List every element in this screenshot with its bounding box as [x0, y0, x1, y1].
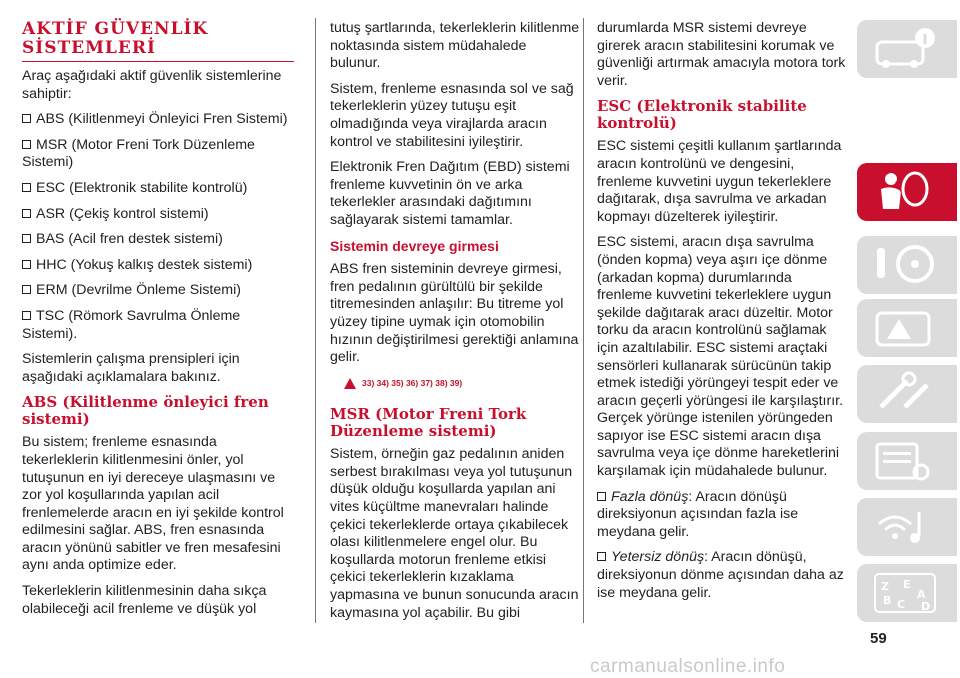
paragraph: tutuş şartlarında, tekerleklerin kilitlenme noktasında sistem müdahalede bulunur. [330, 20, 580, 72]
svg-text:A: A [917, 588, 926, 601]
index-icon [871, 570, 941, 616]
svg-text:C: C [897, 598, 906, 611]
starting-driving-icon [871, 242, 941, 288]
tab-index[interactable] [857, 564, 957, 622]
abs-paragraph: Bu sistem; frenleme esnasında tekerleklerin kilitlenmesini önler, yol tutuşunun en iyi dereceye ulaşmasını ve zor yol koşullarında yapılan acil frenlemelerde aracın en iyi şekilde kontrol edilmesini sağlar. ABS, fren esnasında aracın yönünü sabitler ve fren mesafesini aynı anda optimize eder. [22, 434, 284, 574]
list-item: Yetersiz dönüş: Aracın dönüşü, direksiyonun dönme açısından daha az ise meydana gelir. [597, 549, 844, 601]
list-item: ERM (Devrilme Önleme Sistemi) [22, 282, 294, 300]
checkbox-bullet-icon [22, 183, 31, 192]
paragraph: ABS fren sisteminin devreye girmesi, fren pedalının gürültülü bir şekilde titremesinden anlaşılır: Bu titreme yol yüzey tipine uymak için otomobilin hızının değiştirilmesi gerektiği anlamına gelir. [330, 261, 579, 366]
column-divider [315, 18, 316, 623]
warning-lights-icon [871, 305, 941, 351]
tab-technical-data[interactable] [857, 432, 957, 490]
list-item: HHC (Yokuş kalkış destek sistemi) [22, 257, 294, 275]
checkbox-bullet-icon [22, 285, 31, 294]
list-item: Fazla dönüş: Aracın dönüşü direksiyonun açısından fazla ise meydana gelir. [597, 488, 799, 540]
checkbox-bullet-icon [597, 552, 606, 561]
paragraph: Sistem, frenleme esnasında sol ve sağ tekerleklerin yüzey tutuşu eşit olmadığında veya virajlarda aracın kontrol ve stabilitesini iyileştirir. [330, 80, 574, 150]
column-divider [583, 18, 584, 623]
tab-multimedia[interactable] [857, 498, 957, 556]
list-item: TSC (Römork Savrulma Önleme Sistemi). [22, 307, 241, 342]
warning-triangle-icon [344, 378, 356, 389]
safety-airbag-icon [871, 169, 941, 215]
page-number: 59 [870, 630, 887, 647]
list-item: ABS (Kilitlenmeyi Önleyici Fren Sistemi) [22, 111, 294, 129]
intro-text: Araç aşağıdaki aktif güvenlik sistemlerine sahiptir: [22, 68, 282, 102]
checkbox-bullet-icon [22, 140, 31, 149]
svg-text:B: B [883, 594, 892, 607]
list-item: BAS (Acil fren destek sistemi) [22, 231, 294, 249]
tab-warning-lights[interactable] [857, 299, 957, 357]
checkbox-bullet-icon [22, 234, 31, 243]
paragraph: Sistem, örneğin gaz pedalının aniden serbest bırakılması veya yol tutuşunun düşük olduğu koşullarda yapılan ani vites küçültme manevraları halinde çekici tekerleklerde ortaya çıkabilecek olası kilitlenmelere engel olur. Bu koşullarda motorun frenleme etkisi çekici tekerleklerin kızaklama yapmasına ve bunun sonucunda aracın kaymasına yol açabilir. Bu gibi [330, 446, 579, 621]
abs-heading: ABS (Kilitlenme önleyici fren sistemi) [22, 393, 269, 429]
list-item: ASR (Çekiş kontrol sistemi) [22, 206, 294, 224]
car-info-icon [871, 26, 941, 72]
checkbox-bullet-icon [597, 492, 606, 501]
multimedia-icon [871, 504, 941, 550]
technical-data-icon [871, 438, 941, 484]
column-2 [330, 20, 580, 630]
checkbox-bullet-icon [22, 311, 31, 320]
system-list [22, 111, 294, 343]
tab-car-info[interactable] [857, 20, 957, 78]
checkbox-bullet-icon [22, 114, 31, 123]
section-heading: AKTİF GÜVENLİK SİSTEMLERİ [22, 20, 294, 62]
esc-heading: ESC (Elektronik stabilite kontrolü) [597, 97, 807, 133]
paragraph: ESC sistemi çeşitli kullanım şartlarında aracın kontrolünü ve dengesini, frenleme kuvvetini uygun tekerleklere dağıtarak, dışa savrulma ve arkadan kopmayı düzelterek iyileştirir. [597, 138, 842, 225]
svg-text:E: E [903, 578, 911, 591]
checkbox-bullet-icon [22, 209, 31, 218]
svg-text:Z: Z [881, 580, 889, 593]
paragraph: ESC sistemi, aracın dışa savrulma (önden kopma) veya aşırı içe dönme (arkadan kopma) durumlarında frenleme kuvvetini tekerleklere uygun şekilde dağıtarak aracı düzeltir. Motor torku da aracın kontrolünü sağlamak için azaltılabilir. ESC sistemi araçtaki sensörleri kullanarak sürücünün takip etmek istediği yörüngeyi tespit eder ve aracın geçerli yörüngesi ile karşılaştırır. Gerçek yörünge istenilen yörüngeden sapıyor ise ESC sistemi aracın dışa savrulma veya içe dönme hareketlerini karşılamak için müdahalede bulunur. [597, 234, 844, 480]
note-text: Sistemlerin çalışma prensipleri için aşağıdaki açıklamalara bakınız. [22, 351, 240, 385]
tab-starting-driving[interactable] [857, 236, 957, 294]
paragraph: durumlarda MSR sistemi devreye girerek aracın stabilitesini korumak ve güvenliği artırmak amacıyla motora tork verir. [597, 20, 846, 89]
list-item: MSR (Motor Freni Tork Düzenleme Sistemi) [22, 136, 255, 171]
warning-reference[interactable] [344, 375, 580, 393]
svg-text:D: D [921, 600, 931, 613]
maintenance-icon [871, 371, 941, 417]
subheading-activation: Sistemin devreye girmesi [330, 237, 499, 254]
checkbox-bullet-icon [22, 260, 31, 269]
column-3 [597, 20, 847, 610]
paragraph: Elektronik Fren Dağıtım (EBD) sistemi frenleme kuvvetinin ön ve arka tekerlekler arasındaki dağıtımını sağlayarak sistemi tamamlar. [330, 159, 570, 228]
list-item: ESC (Elektronik stabilite kontrolü) [22, 180, 294, 198]
msr-heading: MSR (Motor Freni Tork Düzenleme sistemi) [330, 405, 527, 441]
abs-paragraph-2: Tekerleklerin kilitlenmesinin daha sıkça olabileceği acil frenleme ve düşük yol [22, 583, 267, 617]
warning-refs-text: 33) 34) 35) 36) 37) 38) 39) [362, 377, 463, 388]
tab-maintenance[interactable] [857, 365, 957, 423]
tab-safety[interactable] [857, 163, 957, 221]
watermark: carmanualsonline.info [590, 656, 786, 677]
column-1 [22, 20, 294, 626]
